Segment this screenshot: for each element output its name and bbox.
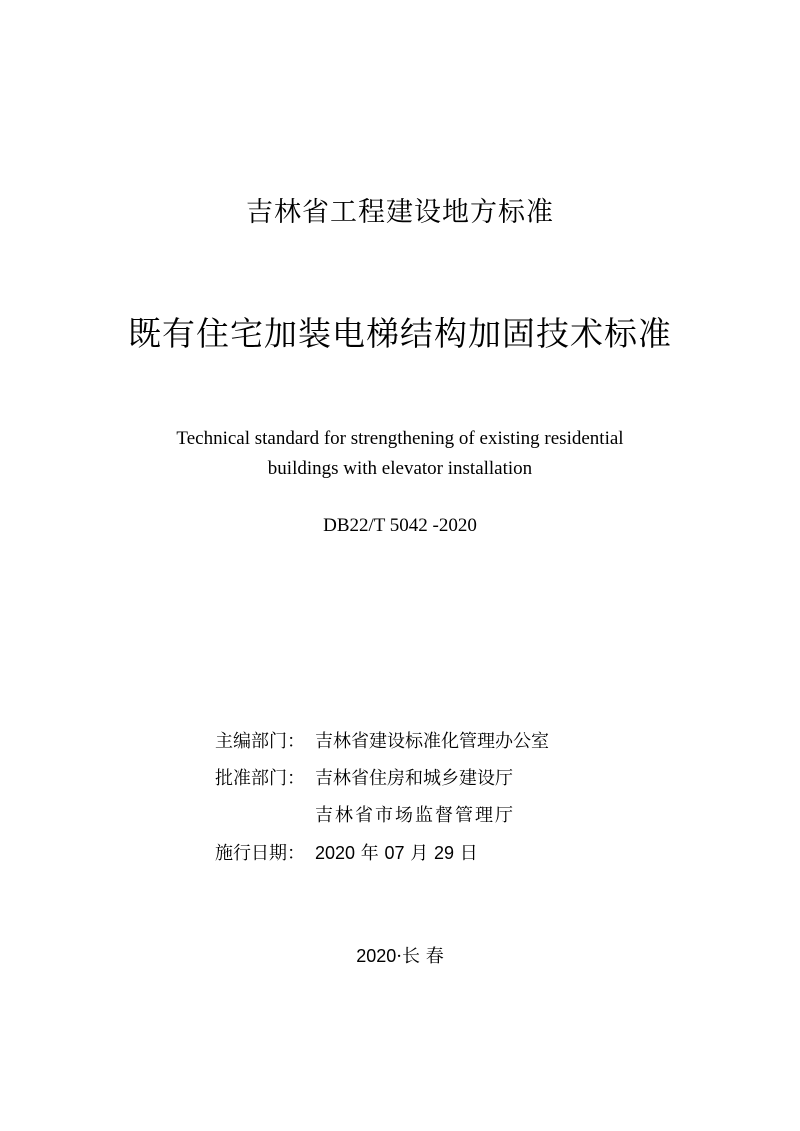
publication-info — [215, 728, 549, 876]
editor-row — [215, 728, 549, 765]
standard-code: DB22/T 5042 -2020 — [323, 515, 477, 536]
date-label: 施行日期： — [215, 843, 305, 864]
footer-separator: · — [396, 946, 403, 967]
date-year: 2020 — [315, 843, 356, 863]
footer-year: 2020 — [356, 946, 397, 966]
date-day-unit: 日 — [454, 843, 478, 864]
date-day: 29 — [433, 843, 455, 863]
approver-row-2 — [215, 802, 549, 839]
editor-value: 吉林省建设标准化管理办公室 — [315, 731, 549, 752]
approver-row — [215, 765, 549, 802]
english-title — [150, 424, 650, 484]
date-year-unit: 年 — [355, 843, 385, 864]
series-title: 吉林省工程建设地方标准 — [246, 197, 554, 228]
date-month-unit: 月 — [404, 843, 434, 864]
approver-value-1: 吉林省住房和城乡建设厅 — [315, 768, 513, 789]
approver-value-2: 吉林省市场监督管理厅 — [315, 805, 515, 826]
english-title-line-1: Technical standard for strengthening of existing residential — [176, 428, 624, 449]
date-month: 07 — [384, 843, 405, 863]
approver-label: 批准部门： — [215, 768, 305, 789]
document-title: 既有住宅加装电梯结构加固技术标准 — [128, 314, 672, 353]
footer-city: 长 春 — [402, 946, 444, 967]
date-row — [215, 839, 549, 876]
footer-place-year — [0, 942, 800, 971]
english-title-line-2: buildings with elevator installation — [267, 458, 533, 479]
editor-label: 主编部门： — [215, 731, 305, 752]
